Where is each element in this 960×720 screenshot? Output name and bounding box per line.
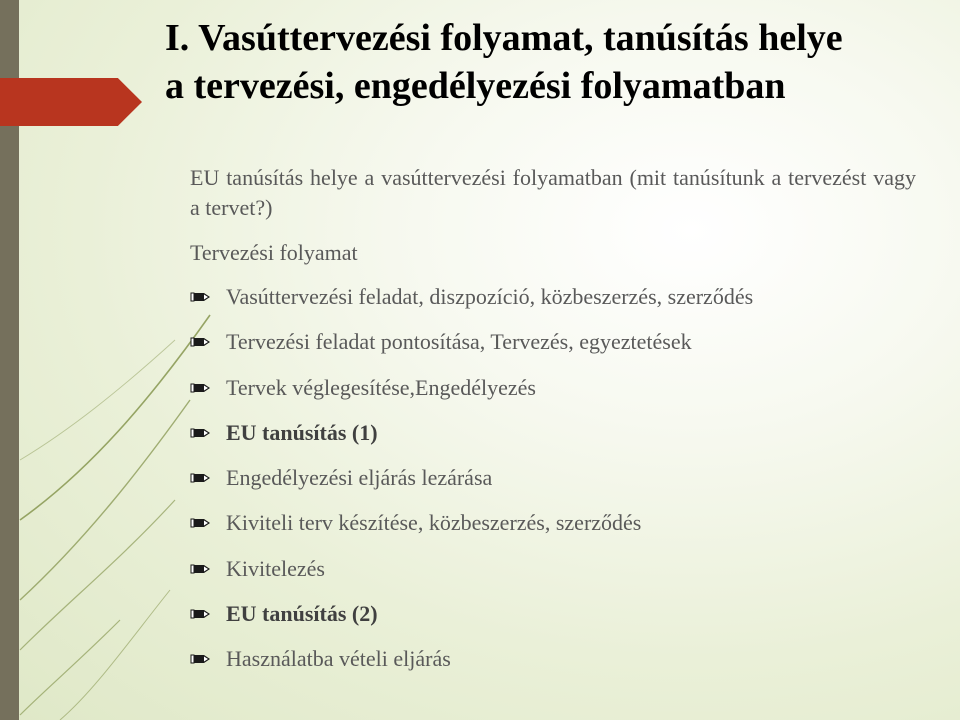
list-item-text: Tervek véglegesítése,Engedélyezés [226, 374, 536, 400]
pencil-icon [190, 553, 212, 585]
title-line-1: I. Vasúttervezési folyamat, tanúsítás helye [165, 17, 843, 59]
pencil-icon [190, 598, 212, 630]
title-arrow-tab [0, 78, 142, 126]
pencil-icon [190, 417, 212, 449]
list-item [190, 281, 753, 326]
list-item [190, 643, 753, 688]
list-item [190, 462, 753, 507]
list-item-text: Engedélyezési eljárás lezárása [226, 465, 493, 491]
title-line-2: a tervezési, engedélyezési folyamatban [165, 65, 786, 107]
list-item [190, 326, 753, 371]
list-item [190, 372, 753, 417]
list-item-text: Tervezési feladat pontosítása, Tervezés, egyeztetések [226, 329, 692, 355]
list-item-text: EU tanúsítás (1) [226, 419, 378, 445]
pencil-icon [190, 372, 212, 404]
list-item-text: Használatba vételi eljárás [226, 646, 451, 672]
pencil-icon [190, 326, 212, 358]
list-item-text: Vasúttervezési feladat, diszpozíció, közbeszerzés, szerződés [226, 284, 754, 309]
bullet-list [190, 281, 753, 689]
list-item-text: Kivitelezés [226, 555, 325, 581]
pencil-icon [190, 507, 212, 539]
list-item [190, 507, 753, 552]
list-item [190, 553, 753, 598]
list-item [190, 417, 753, 462]
list-item [190, 598, 753, 643]
intro-paragraph: EU tanúsítás helye a vasúttervezési folyamatban (mit tanúsítunk a tervezést vagy a tervet?) [190, 165, 916, 220]
section-heading: Tervezési folyamat [190, 240, 358, 265]
pencil-icon [190, 462, 212, 494]
pencil-icon [190, 643, 212, 675]
pencil-icon [190, 281, 212, 313]
slide-title [165, 14, 945, 110]
list-item-text: EU tanúsítás (2) [226, 601, 378, 627]
list-item-text: Kiviteli terv készítése, közbeszerzés, szerződés [226, 510, 642, 536]
